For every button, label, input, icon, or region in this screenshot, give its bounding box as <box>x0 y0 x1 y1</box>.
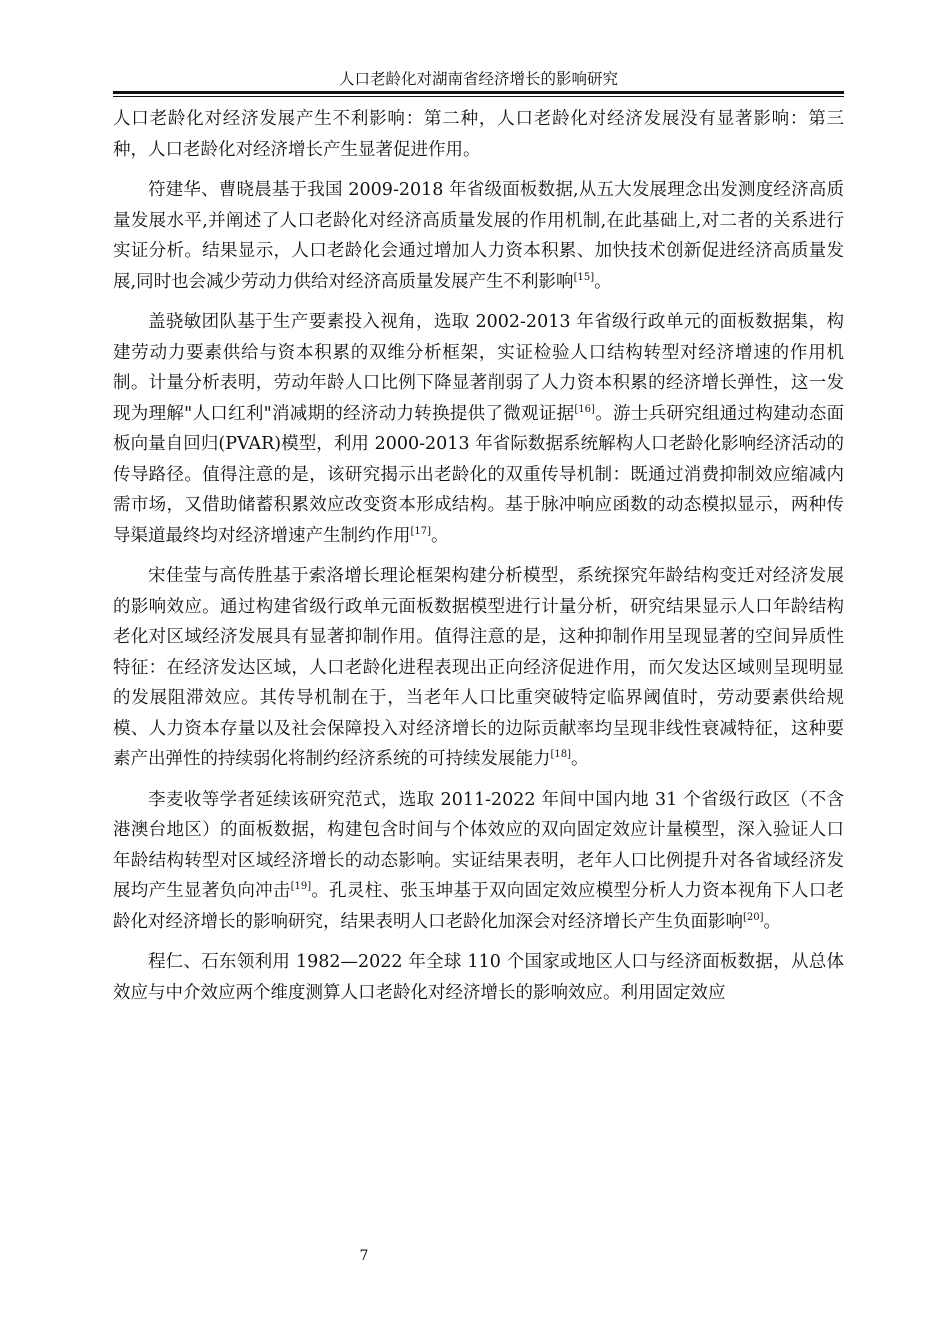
paragraph-4 <box>113 561 844 775</box>
paragraph-3-tail-2: 。 <box>431 525 449 546</box>
paragraph-2-text: 符建华、曹晓晨基于我国 2009-2018 年省级面板数据,从五大发展理念出发测度经济高质量发展水平,并阐述了人口老龄化对经济高质量发展的作用机制,在此基础上,对二者的关系进行实证分析。结果显示，人口老龄化会通过增加人力资本积累、加快技术创新促进经济高质量发展,同时也会减少劳动力供给对经济高质量发展产生不利影响 <box>113 180 844 292</box>
paragraph-5 <box>113 785 844 938</box>
header-rule-thin <box>113 96 844 97</box>
citation-17: [17] <box>410 525 432 537</box>
paragraph-5-tail-2: 。 <box>763 911 782 932</box>
paragraph-4-tail: 。 <box>571 749 589 769</box>
citation-16: [16] <box>574 403 595 415</box>
paragraph-6 <box>113 947 844 1008</box>
citation-19: [19] <box>290 881 312 893</box>
header-rule-thick <box>113 91 844 94</box>
paragraph-1-text: 人口老龄化对经济发展产生不利影响：第二种，人口老龄化对经济发展没有显著影响：第三种，人口老龄化对经济增长产生显著促进作用。 <box>113 109 844 160</box>
running-header: 人口老龄化对湖南省经济增长的影响研究 <box>338 70 618 88</box>
page-number: 7 <box>359 1248 369 1264</box>
paragraph-2 <box>113 175 844 297</box>
paragraph-5-text: 李麦收等学者延续该研究范式，选取 2011-2022 年间中国内地 31 个省级行政区（不含港澳台地区）的面板数据，构建包含时间与个体效应的双向固定效应计量模型，深入验证人口年龄结构转型对区域经济增长的动态影响。实证结果表明，老年人口比例提升对各省域经济发展均产生显著负向冲击 <box>113 789 844 901</box>
paragraph-5-tail: 。孔灵柱、张玉坤基于双向固定效应模型分析人力资本视角下人口老龄化对经济增长的影响研究，结果表明人口老龄化加深会对经济增长产生负面影响 <box>113 881 845 932</box>
body-text <box>113 104 844 1018</box>
citation-20: [20] <box>743 911 764 923</box>
citation-15: [15] <box>573 271 595 283</box>
paragraph-2-tail: 。 <box>594 271 612 292</box>
paragraph-3 <box>113 307 844 551</box>
citation-18: [18] <box>550 749 572 761</box>
paragraph-6-text: 程仁、石东领利用 1982—2022 年全球 110 个国家或地区人口与经济面板数据，从总体效应与中介效应两个维度测算人口老龄化对经济增长的影响效应。利用固定效应 <box>113 952 844 1003</box>
paragraph-4-text: 宋佳莹与高传胜基于索洛增长理论框架构建分析模型，系统探究年龄结构变迁对经济发展的影响效应。通过构建省级行政单元面板数据模型进行计量分析，研究结果显示人口年龄结构老化对区域经济发展具有显著抑制作用。值得注意的是，这种抑制作用呈现显著的空间异质性特征：在经济发达区域，人口老龄化进程表现出正向经济促进作用，而欠发达区域则呈现明显的发展阻滞效应。其传导机制在于，当老年人口比重突破特定临界阈值时，劳动要素供给规模、人力资本存量以及社会保障投入对经济增长的边际贡献率均呈现非线性衰减特征，这种要素产出弹性的持续弱化将制约经济系统的可持续发展能力 <box>113 566 844 769</box>
paragraph-1 <box>113 104 844 165</box>
paragraph-3-tail: 。游士兵研究组通过构建动态面板向量自回归(PVAR)模型，利用 2000-2013 年省际数据系统解构人口老龄化影响经济活动的传导路径。值得注意的是，该研究揭示出老龄化的双重传导机制：既通过消费抑制效应缩减内需市场，又借助储蓄积累效应改变资本形成结构。基于脉冲响应函数的动态模拟显示，两种传导渠道最终均对经济增速产生制约作用 <box>113 403 845 546</box>
paragraph-3-text: 盖骁敏团队基于生产要素投入视角，选取 2002-2013 年省级行政单元的面板数据集，构建劳动力要素供给与资本积累的双维分析框架，实证检验人口结构转型对经济增速的作用机制。计量分析表明，劳动年龄人口比例下降显著削弱了人力资本积累的经济增长弹性，这一发现为理解"人口红利"消减期的经济动力转换提供了微观证据 <box>113 312 844 424</box>
